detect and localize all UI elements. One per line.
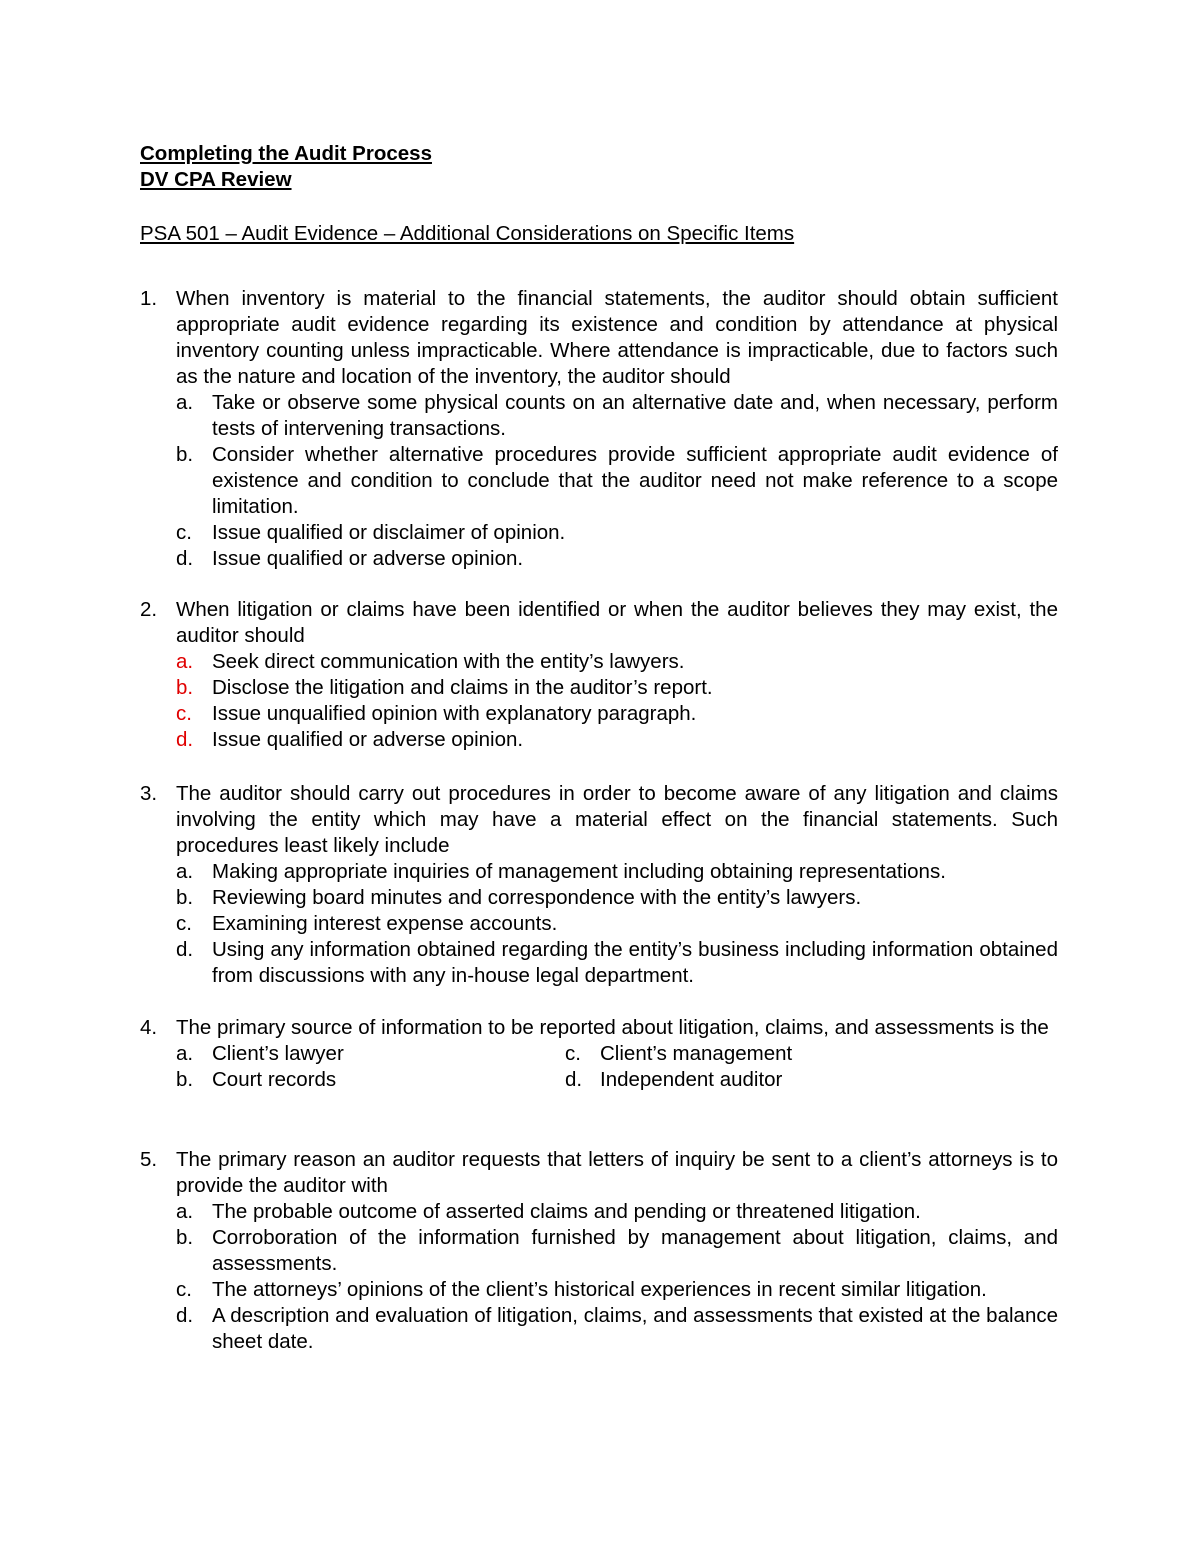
question-3 — [140, 781, 1058, 989]
option-letter: d. — [176, 728, 194, 751]
option-text: Making appropriate inquiries of management including obtaining representations. — [212, 860, 946, 883]
option-text: Client’s lawyer — [212, 1042, 344, 1065]
option-letter: b. — [176, 1068, 194, 1091]
question-row — [140, 286, 1058, 572]
question-row — [140, 1147, 1058, 1355]
option-d — [176, 727, 1058, 753]
option-text: Corroboration of the information furnished by management about litigation, claims, and assessments. — [212, 1226, 1058, 1275]
option-letter: b. — [176, 443, 194, 466]
option-text: Take or observe some physical counts on an alternative date and, when necessary, perform tests of intervening transactions. — [212, 391, 1058, 440]
question-stem: The auditor should carry out procedures in order to become aware of any litigation and claims involving the entity which may have a material effect on the financial statements. Such procedures least likely include — [176, 782, 1058, 857]
option-a — [176, 1041, 565, 1067]
option-letter: c. — [176, 1278, 192, 1301]
option-letter: a. — [176, 1200, 194, 1223]
option-a — [176, 859, 1058, 885]
option-b — [176, 885, 1058, 911]
option-letter: d. — [565, 1068, 583, 1091]
option-letter: a. — [176, 650, 194, 673]
option-d — [176, 546, 1058, 572]
option-c — [176, 520, 1058, 546]
option-b — [176, 675, 1058, 701]
option-d — [565, 1067, 1058, 1093]
option-text: Issue qualified or adverse opinion. — [212, 547, 524, 570]
option-d — [176, 1303, 1058, 1355]
option-text: The probable outcome of asserted claims and pending or threatened litigation. — [212, 1200, 921, 1223]
question-number: 5. — [140, 1148, 158, 1171]
question-number: 1. — [140, 287, 158, 310]
option-text: Court records — [212, 1068, 337, 1091]
option-c — [176, 701, 1058, 727]
option-letter: b. — [176, 886, 194, 909]
question-2 — [140, 597, 1058, 753]
question-stem: When litigation or claims have been identified or when the auditor believes they may exist, the auditor should — [176, 598, 1058, 647]
option-text: The attorneys’ opinions of the client’s historical experiences in recent similar litigation. — [212, 1278, 987, 1301]
option-letter: d. — [176, 547, 194, 570]
option-letter: d. — [176, 1304, 194, 1327]
document-title: Completing the Audit Process — [140, 142, 432, 165]
option-text: Seek direct communication with the entity’s lawyers. — [212, 650, 685, 673]
option-c — [565, 1041, 1058, 1067]
option-letter: b. — [176, 676, 194, 699]
document-subtitle: DV CPA Review — [140, 168, 292, 191]
question-row — [140, 597, 1058, 753]
option-c — [176, 911, 1058, 937]
option-a — [176, 390, 1058, 442]
option-letter: d. — [176, 938, 194, 961]
question-number: 2. — [140, 598, 158, 621]
option-text: A description and evaluation of litigation, claims, and assessments that existed at the balance sheet date. — [212, 1304, 1058, 1353]
option-letter: c. — [565, 1042, 581, 1065]
option-a — [176, 1199, 1058, 1225]
option-text: Examining interest expense accounts. — [212, 912, 558, 935]
option-b — [176, 1067, 565, 1093]
option-c — [176, 1277, 1058, 1303]
option-b — [176, 442, 1058, 520]
option-text: Using any information obtained regarding the entity’s business including information obtained from discussions with any in-house legal department. — [212, 938, 1058, 987]
question-number: 3. — [140, 782, 158, 805]
option-text: Client’s management — [600, 1042, 793, 1065]
question-stem: The primary reason an auditor requests that letters of inquiry be sent to a client’s attorneys is to provide the auditor with — [176, 1148, 1058, 1197]
option-letter: b. — [176, 1226, 194, 1249]
option-b — [176, 1225, 1058, 1277]
option-text: Consider whether alternative procedures provide sufficient appropriate audit evidence of existence and condition to conclude that the auditor need not make reference to a scope limitation. — [212, 443, 1058, 518]
option-letter: a. — [176, 1042, 194, 1065]
question-5 — [140, 1147, 1058, 1355]
document-header — [140, 141, 432, 193]
question-row — [140, 781, 1058, 989]
question-4 — [140, 1015, 1058, 1093]
option-a — [176, 649, 1058, 675]
question-number: 4. — [140, 1016, 158, 1039]
section-title: PSA 501 – Audit Evidence – Additional Considerations on Specific Items — [140, 222, 795, 245]
question-1 — [140, 286, 1058, 572]
option-letter: c. — [176, 521, 192, 544]
option-text: Reviewing board minutes and correspondence with the entity’s lawyers. — [212, 886, 862, 909]
option-letter: a. — [176, 391, 194, 414]
option-text: Issue qualified or disclaimer of opinion. — [212, 521, 566, 544]
question-stem: When inventory is material to the financial statements, the auditor should obtain sufficient appropriate audit evidence regarding its existence and condition by attendance at physical inventory counting unless impracticable. Where attendance is impracticable, due to factors such as the nature and location of the inventory, the auditor should — [176, 287, 1058, 388]
option-letter: a. — [176, 860, 194, 883]
question-row — [140, 1015, 1058, 1093]
question-stem: The primary source of information to be reported about litigation, claims, and assessments is the — [176, 1016, 1049, 1039]
option-text: Issue qualified or adverse opinion. — [212, 728, 524, 751]
option-letter: c. — [176, 702, 192, 725]
option-text: Independent auditor — [600, 1068, 783, 1091]
option-letter: c. — [176, 912, 192, 935]
option-text: Issue unqualified opinion with explanatory paragraph. — [212, 702, 697, 725]
options-grid — [176, 1041, 1058, 1093]
option-d — [176, 937, 1058, 989]
option-text: Disclose the litigation and claims in the auditor’s report. — [212, 676, 713, 699]
